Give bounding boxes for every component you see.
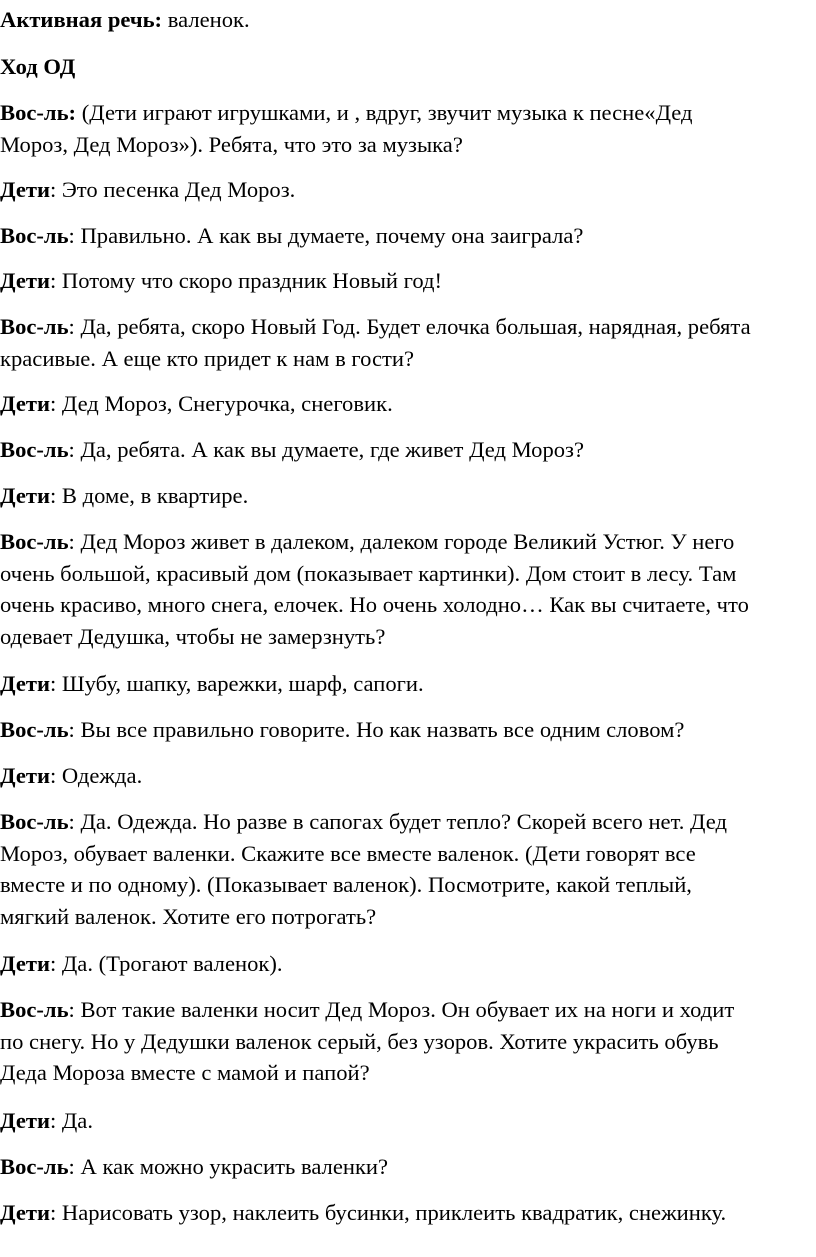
paragraph-text: : Нарисовать узор, наклеить бусинки, приклеить квадратик, снежинку. — [49, 1200, 727, 1225]
paragraph-text: одевает Дедушка, чтобы не замерзнуть? — [0, 623, 386, 649]
paragraph-children — [0, 668, 424, 700]
paragraph-children — [0, 1197, 726, 1229]
speaker-label: Вос-ль — [0, 529, 69, 554]
speaker-label: Вос-ль: — [0, 100, 77, 125]
paragraph-text: : Правильно. А как вы думаете, почему она заиграла? — [68, 223, 584, 248]
section-heading — [0, 51, 75, 83]
speaker-label: Дети — [0, 483, 50, 508]
paragraph-text: : Да, ребята, скоро Новый Год. Будет елочка большая, нарядная, ребята — [68, 314, 751, 339]
paragraph-text: мягкий валенок. Хотите его потрогать? — [0, 903, 377, 929]
speaker-label: Активная речь: — [0, 7, 163, 32]
paragraph-text: Мороз, Дед Мороз»). Ребята, что это за музыка? — [0, 131, 463, 157]
paragraph-teacher — [0, 526, 749, 652]
paragraph-children — [0, 388, 393, 420]
paragraph-children — [0, 265, 442, 297]
paragraph-text: : Вы все правильно говорите. Но как назвать все одним словом? — [68, 717, 685, 742]
paragraph-text: : Дед Мороз, Снегурочка, снеговик. — [49, 391, 393, 416]
paragraph-teacher — [0, 1151, 388, 1183]
speaker-label: Вос-ль — [0, 223, 69, 248]
paragraph-text: красивые. А еще кто придет к нам в гости? — [0, 345, 414, 371]
speaker-label: Дети — [0, 1108, 50, 1133]
paragraph-text: вместе и по одному). (Показывает валенок). Посмотрите, какой теплый, — [0, 872, 692, 897]
speaker-label: Вос-ль — [0, 997, 69, 1022]
speaker-label: Вос-ль — [0, 1154, 69, 1179]
speaker-label: Вос-ль — [0, 437, 69, 462]
paragraph-children — [0, 1105, 93, 1137]
speaker-label: Дети — [0, 177, 50, 202]
speaker-label: Дети — [0, 391, 50, 416]
speaker-label: Дети — [0, 1200, 50, 1225]
paragraph-children — [0, 480, 248, 512]
paragraph-children — [0, 948, 283, 980]
paragraph-text: : Это песенка Дед Мороз. — [49, 177, 296, 202]
paragraph-children — [0, 174, 295, 206]
paragraph-text: : Дед Мороз живет в далеком, далеком городе Великий Устюг. У него — [68, 529, 735, 554]
paragraph-text: очень большой, красивый дом (показывает картинки). Дом стоит в лесу. Там — [0, 560, 737, 586]
paragraph-teacher — [0, 806, 727, 932]
paragraph-teacher — [0, 434, 584, 466]
paragraph-teacher — [0, 220, 583, 252]
speaker-label: Вос-ль — [0, 314, 69, 339]
paragraph-text: : Да. — [49, 1108, 93, 1133]
paragraph-teacher — [0, 714, 684, 746]
speaker-label: Дети — [0, 951, 50, 976]
paragraph-text: : Да. Одежда. Но разве в сапогах будет тепло? Скорей всего нет. Дед — [68, 809, 727, 834]
paragraph-text: (Дети играют игрушками, и , вдруг, звучит музыка к песне«Дед — [76, 100, 693, 125]
speaker-label: Дети — [0, 763, 50, 788]
paragraph-text: : В доме, в квартире. — [49, 483, 249, 508]
paragraph-teacher — [0, 311, 751, 374]
paragraph-text: Мороз, обувает валенки. Скажите все вместе валенок. (Дети говорят все — [0, 840, 696, 866]
paragraph-teacher — [0, 994, 734, 1089]
paragraph-text: : Потому что скоро праздник Новый год! — [49, 268, 442, 293]
paragraph-text: : Одежда. — [49, 763, 143, 788]
paragraph-text: валенок. — [162, 7, 250, 32]
paragraph-text: : Вот такие валенки носит Дед Мороз. Он обувает их на ноги и ходит — [68, 997, 735, 1022]
paragraph-active-speech — [0, 4, 250, 36]
speaker-label: Дети — [0, 671, 50, 696]
paragraph-text: по снегу. Но у Дедушки валенок серый, без узоров. Хотите украсить обувь — [0, 1028, 719, 1054]
speaker-label: Дети — [0, 268, 50, 293]
paragraph-text: : Да. (Трогают валенок). — [49, 951, 283, 976]
paragraph-text: : А как можно украсить валенки? — [68, 1154, 389, 1179]
paragraph-text: очень красиво, много снега, елочек. Но очень холодно… Как вы считаете, что — [0, 592, 749, 617]
speaker-label: Вос-ль — [0, 809, 69, 834]
paragraph-text: : Да, ребята. А как вы думаете, где живет Дед Мороз? — [68, 437, 585, 462]
paragraph-text: Деда Мороза вместе с мамой и папой? — [0, 1060, 370, 1085]
paragraph-text: : Шубу, шапку, варежки, шарф, сапоги. — [49, 671, 424, 696]
paragraph-children — [0, 760, 142, 792]
heading-label: Ход ОД — [0, 54, 76, 79]
speaker-label: Вос-ль — [0, 717, 69, 742]
paragraph-teacher — [0, 97, 693, 160]
